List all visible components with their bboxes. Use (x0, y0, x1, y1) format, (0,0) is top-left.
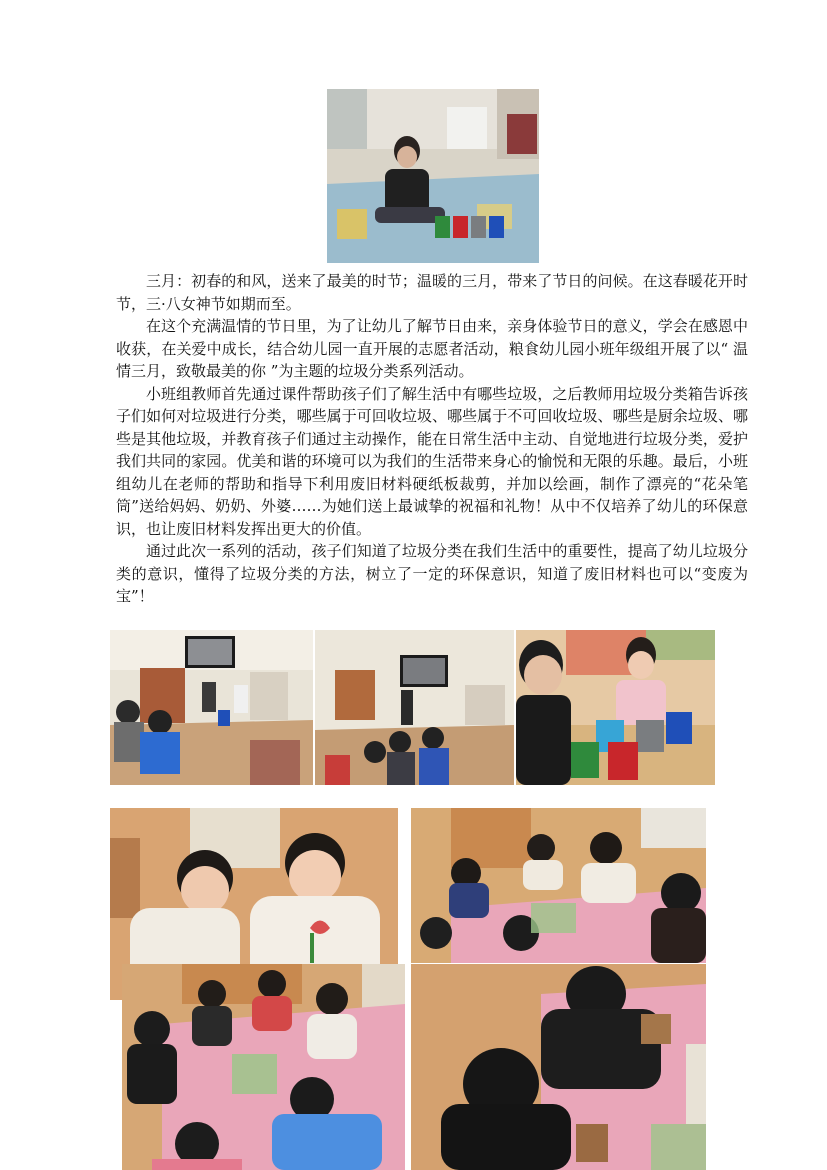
paragraph-3: 小班组教师首先通过课件帮助孩子们了解生活中有哪些垃圾，之后教师用垃圾分类箱告诉孩子们如何对垃圾进行分类，哪些属于可回收垃圾、哪些属于不可回收垃圾、哪些是厨余垃圾、哪些是其他垃圾，并教育孩子们通过主动操作，能在日常生活中主动、自觉地进行垃圾分类，爱护我们共同的家园。优美和谐的环境可以为我们的生活带来身心的愉悦和无限的乐趣。最后，小班组幼儿在老师的帮助和指导下利用废旧材料硬纸板裁剪，并加以绘画，制作了漂亮的“花朵笔筒”送给妈妈、奶奶、外婆……为她们送上最诚挚的祝福和礼物！从中不仅培养了幼儿的环保意识，也让废旧材料发挥出更大的价值。 (116, 384, 748, 538)
article-body (116, 270, 748, 608)
paragraph-2: 在这个充满温情的节日里，为了让幼儿了解节日由来，亲身体验节日的意义，学会在感恩中收获，在关爱中成长，结合幼儿园一直开展的志愿者活动，粮食幼儿园小班年级组开展了以“ 温情三月，致敬最美的你 ”为主题的垃圾分类系列活动。 (116, 317, 748, 380)
photo-child-sorting-bins (327, 89, 539, 263)
photo-craft-table-a (411, 808, 706, 963)
photo-classroom-lesson-1 (110, 630, 313, 785)
paragraph-4: 通过此次一系列的活动，孩子们知道了垃圾分类在我们生活中的重要性，提高了幼儿垃圾分类的意识，懂得了垃圾分类的方法，树立了一定的环保意识，知道了废旧材料也可以“变废为宝”！ (116, 542, 748, 605)
photo-classroom-lesson-2 (315, 630, 514, 785)
paragraph-1: 三月：初春的和风，送来了最美的时节；温暖的三月，带来了节日的问候。在这春暖花开时节，三·八女神节如期而至。 (116, 272, 748, 313)
photo-children-sorting-bins (516, 630, 715, 785)
photo-craft-table-b (122, 964, 405, 1170)
photo-craft-closeup (411, 964, 706, 1170)
